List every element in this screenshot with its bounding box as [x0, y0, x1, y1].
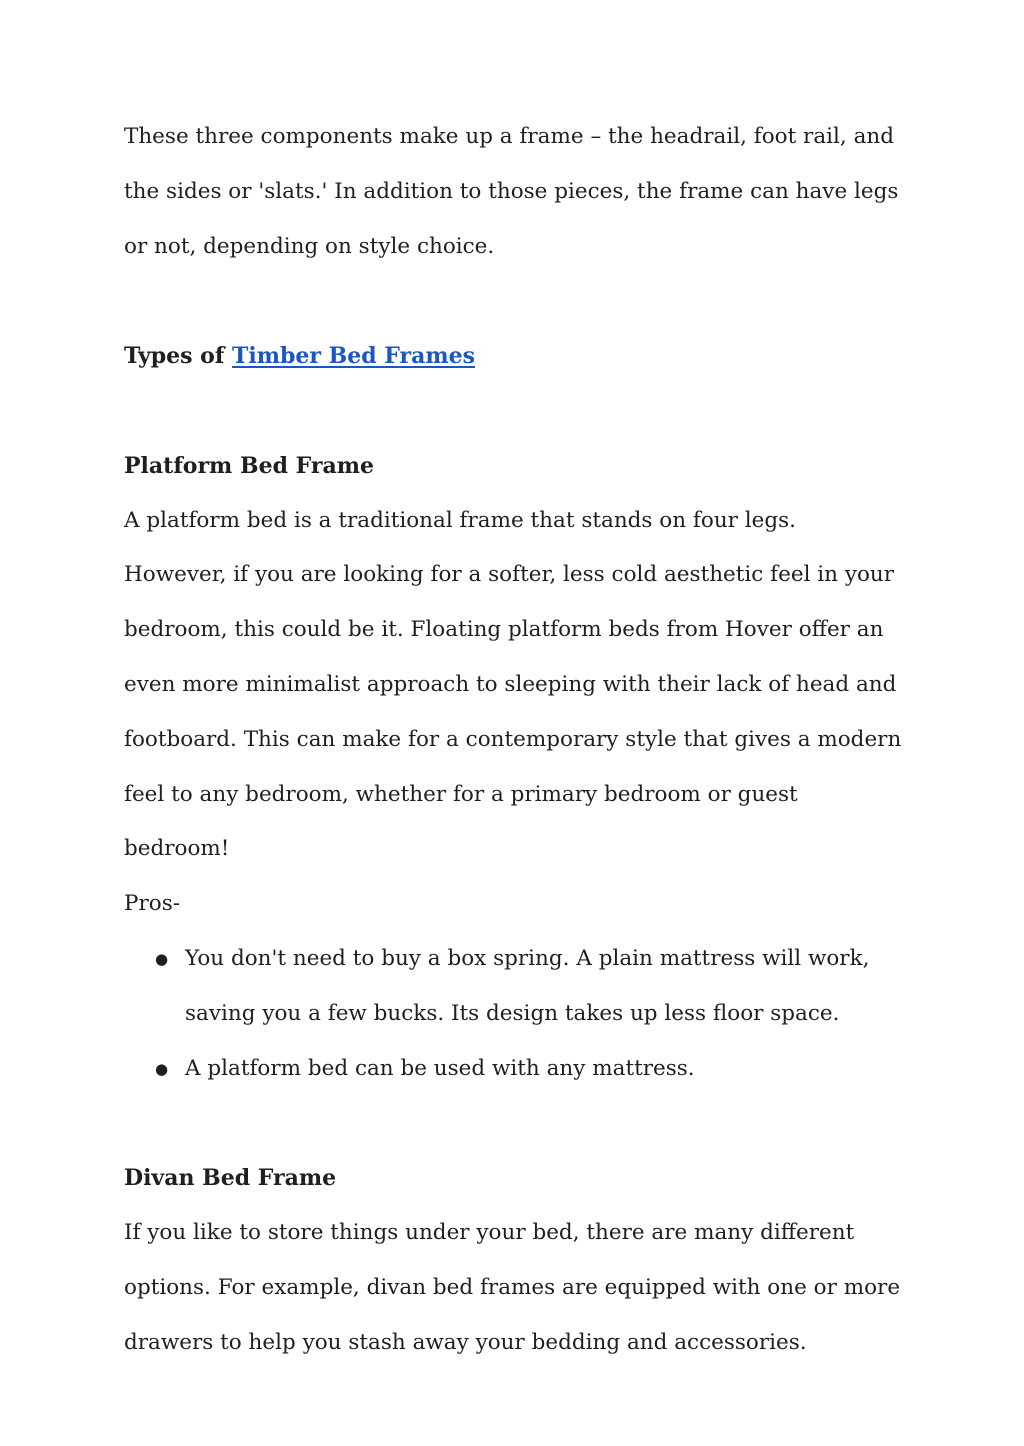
divan-section-body: If you like to store things under your bed, there are many different options. For example, divan bed frames are equipped with one or more drawers to help you stash away your bedding and accessories. — [124, 1219, 901, 1355]
platform-section-body: A platform bed is a traditional frame that stands on four legs. However, if you are looking for a softer, less cold aesthetic feel in your bedroom, this could be it. Floating platform beds from Hover offer an even more minimalist approach to sleeping with their lack of head and footboard. This can make for a contemporary style that gives a modern feel to any bedroom, whether for a primary bedroom or guest bedroom! — [124, 507, 902, 862]
pros-list — [124, 932, 904, 1096]
bullet-icon: ● — [155, 1059, 169, 1078]
intro-paragraph: These three components make up a frame – the headrail, foot rail, and the sides or 'slats.' In addition to those pieces, the frame can have legs or not, depending on style choice. — [124, 124, 899, 259]
timber-bed-frames-link[interactable]: Timber Bed Frames — [231, 343, 475, 370]
list-item — [124, 1042, 904, 1097]
bullet-icon: ● — [155, 949, 169, 968]
types-heading-prefix: Types of — [124, 343, 225, 370]
spacer — [124, 274, 904, 329]
spacer — [124, 1096, 904, 1151]
types-heading — [124, 329, 904, 384]
platform-section-title: Platform Bed Frame — [124, 452, 374, 479]
document-content — [124, 110, 904, 1370]
spacer — [124, 384, 904, 439]
list-item — [124, 932, 904, 1042]
pros-label: Pros- — [124, 891, 180, 917]
divan-section-title: Divan Bed Frame — [124, 1165, 337, 1192]
list-item-text: A platform bed can be used with any mattress. — [185, 1055, 695, 1081]
list-item-text: You don't need to buy a box spring. A plain mattress will work, saving you a few bucks. Its design takes up less floor space. — [185, 945, 870, 1026]
